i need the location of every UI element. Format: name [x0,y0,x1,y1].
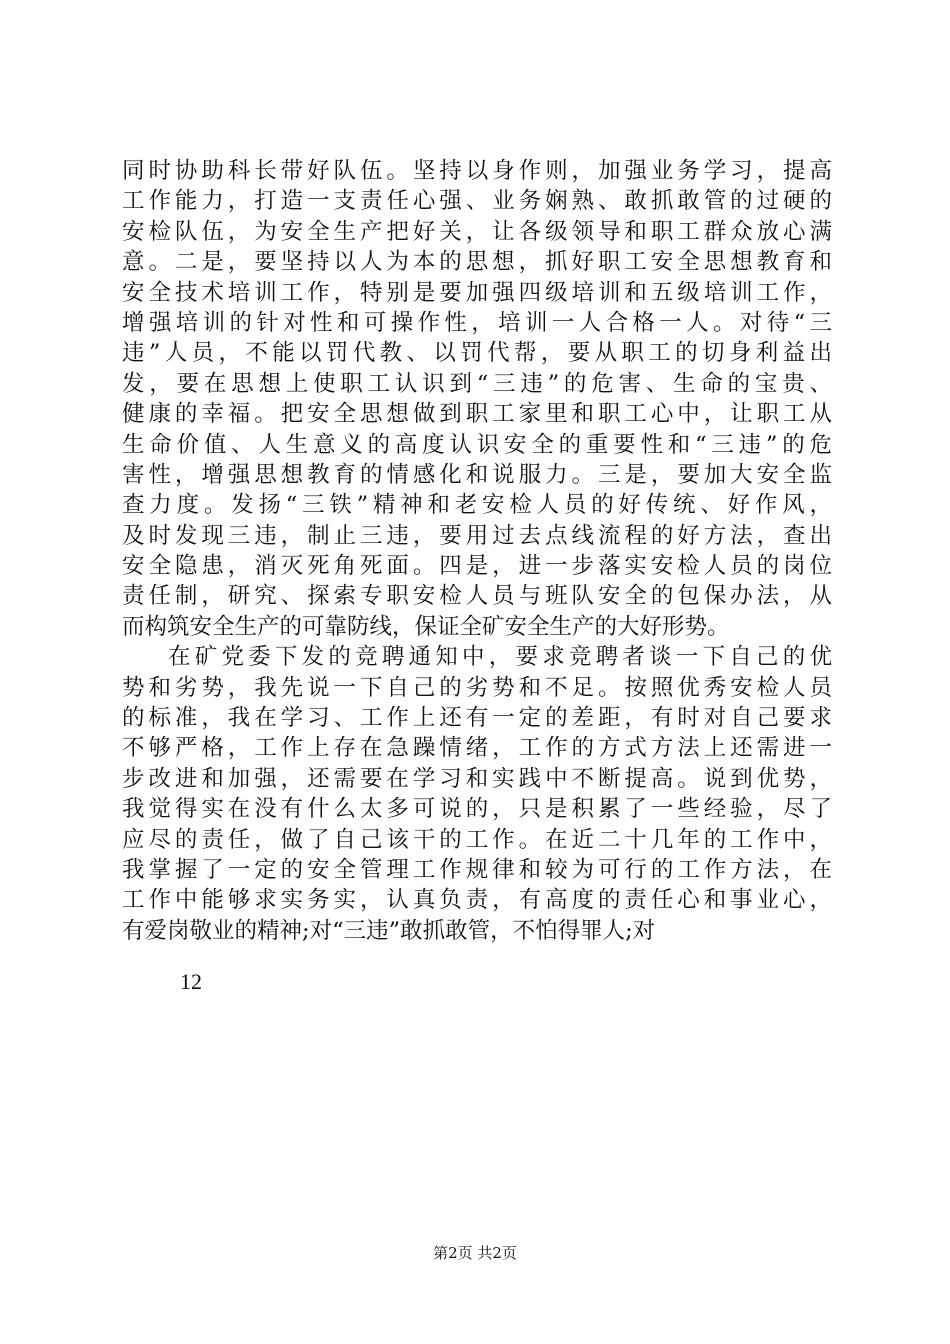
text-line: 步改进和加强，还需要在学习和实践中不断提高。说到优势， [122,765,832,792]
text-line: 发，要在思想上使职工认识到“三违”的危害、生命的宝贵、 [122,370,832,397]
text-line: 安全隐患，消灭死角死面。四是，进一步落实安检人员的岗位 [122,553,832,580]
text-line: 我觉得实在没有什么太多可说的，只是积累了一些经验，尽了 [122,796,832,823]
text-line: 应尽的责任，做了自己该干的工作。在近二十几年的工作中， [122,826,832,853]
text-line: 害性，增强思想教育的情感化和说服力。三是，要加大安全监 [122,461,832,488]
text-line: 生命价值、人生意义的高度认识安全的重要性和“三违”的危 [122,431,832,458]
text-line: 责任制，研究、探索专职安检人员与班队安全的包保办法，从 [122,583,832,610]
text-line: 安全技术培训工作，特别是要加强四级培训和五级培训工作， [122,279,832,306]
inline-page-number: 12 [180,969,202,994]
paragraph-first-line: 在矿党委下发的竞聘通知中，要求竞聘者谈一下自己的优 [168,644,832,671]
text-line: 安检队伍，为安全生产把好关，让各级领导和职工群众放心满 [122,218,832,245]
text-line: 势和劣势，我先说一下自己的劣势和不足。按照优秀安检人员 [122,674,832,701]
text-line: 增强培训的针对性和可操作性，培训一人合格一人。对待“三 [122,309,832,336]
text-line: 及时发现三违，制止三违，要用过去点线流程的好方法，查出 [122,522,832,549]
page-footer: 第2页 共2页 [433,1244,517,1262]
text-line: 有爱岗敬业的精神;对“三违”敢抓敢管，不怕得罪人;对 [122,917,656,944]
text-line: 健康的幸福。把安全思想做到职工家里和职工心中，让职工从 [122,401,832,428]
text-line: 工作能力，打造一支责任心强、业务娴熟、敢抓敢管的过硬的 [122,188,832,215]
text-line: 我掌握了一定的安全管理工作规律和较为可行的工作方法，在 [122,856,832,883]
text-line: 同时协助科长带好队伍。坚持以身作则，加强业务学习，提高 [122,158,832,184]
text-line: 而构筑安全生产的可靠防线，保证全矿安全生产的大好形势。 [122,613,730,640]
text-line: 的标准，我在学习、工作上还有一定的差距，有时对自己要求 [122,705,832,732]
body-text [122,156,832,946]
text-line: 查力度。发扬“三铁”精神和老安检人员的好传统、好作风， [122,492,832,519]
text-line: 意。二是，要坚持以人为本的思想，抓好职工安全思想教育和 [122,249,832,276]
text-line: 工作中能够求实务实，认真负责，有高度的责任心和事业心， [122,887,832,914]
text-line: 违”人员，不能以罚代教、以罚代帮，要从职工的切身利益出 [122,340,832,367]
text-line: 不够严格，工作上存在急躁情绪，工作的方式方法上还需进一 [122,735,832,762]
